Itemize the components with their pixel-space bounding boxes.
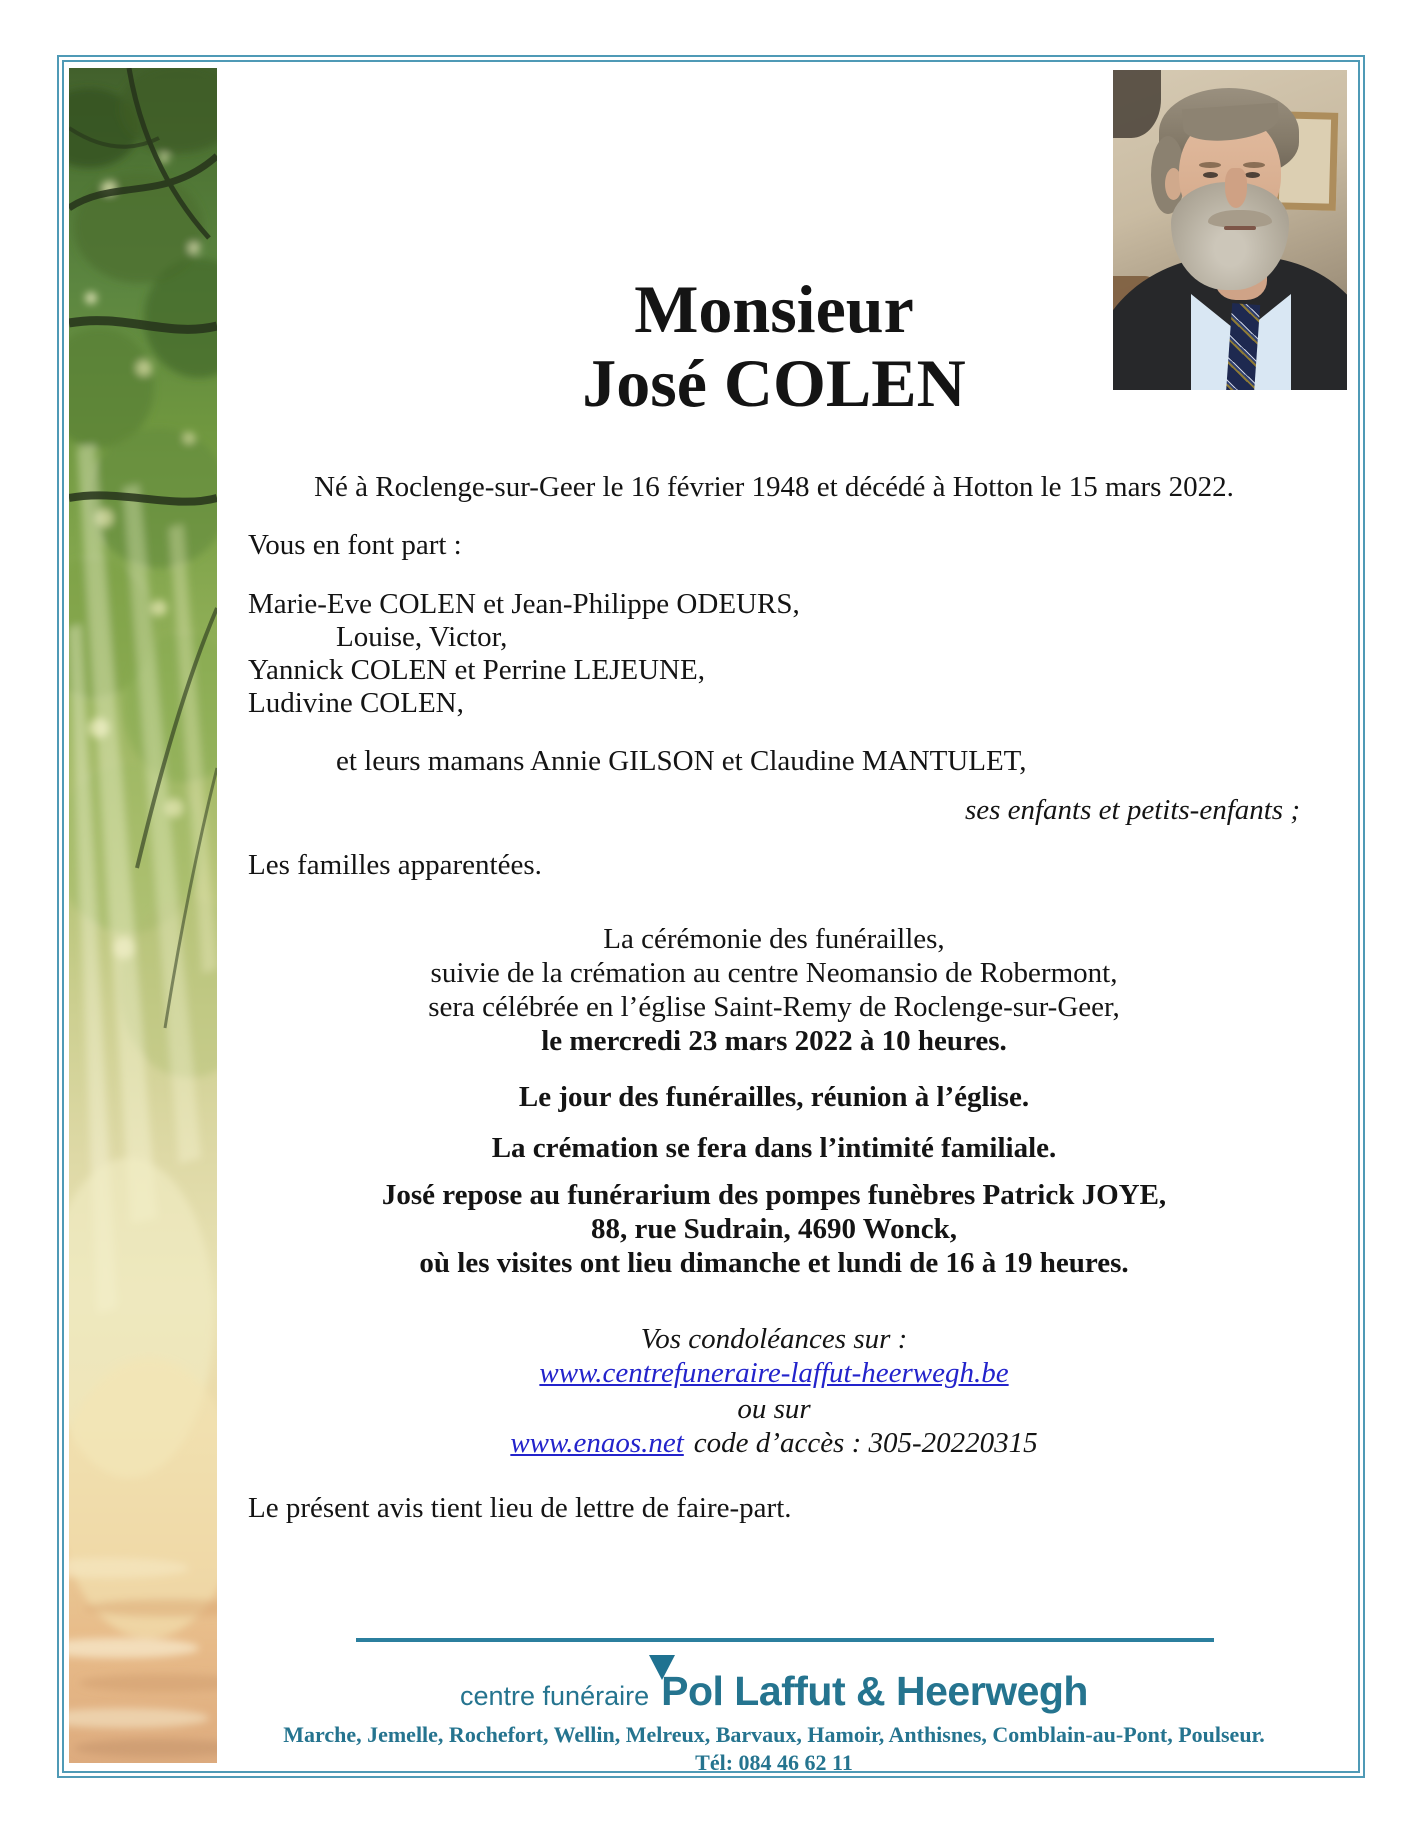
portrait-eye [1203, 172, 1218, 178]
portrait-nose [1225, 168, 1247, 208]
related-families-line: Les familles apparentées. [248, 849, 542, 881]
ceremony-line: La cérémonie des funérailles, [603, 923, 945, 955]
photo-background-shadow [1113, 70, 1161, 138]
family-member-line: Yannick COLEN et Perrine LEJEUNE, [248, 654, 705, 686]
title-name: José COLEN [582, 345, 966, 421]
footer-divider-line [356, 1638, 1214, 1642]
forest-path-photo [69, 68, 217, 1763]
family-list [248, 588, 1300, 720]
condolences-link2-line [248, 1426, 1300, 1460]
cremation-privacy-line: La crémation se fera dans l’intimité familiale. [491, 1132, 1057, 1164]
ceremony-block [248, 922, 1300, 1058]
page-title [248, 272, 1300, 420]
ceremony-line: suivie de la crémation au centre Neomansio de Robermont, [430, 957, 1118, 989]
portrait-eyebrow [1199, 162, 1221, 168]
footer-phone: Tél: 084 46 62 11 [695, 1750, 853, 1775]
meeting-line: Le jour des funérailles, réunion à l’église. [518, 1081, 1030, 1113]
access-code: code d’accès : 305-20220315 [693, 1427, 1038, 1459]
repose-line: José repose au funérarium des pompes funèbres Patrick JOYE, [381, 1179, 1167, 1211]
funeral-home-website-link[interactable]: www.centrefuneraire-laffut-heerwegh.be [539, 1357, 1009, 1389]
ceremony-line: sera célébrée en l’église Saint-Remy de Roclenge-sur-Geer, [428, 991, 1120, 1023]
portrait-eyebrow [1243, 162, 1265, 168]
brand-prefix: centre funéraire [460, 1681, 650, 1711]
title-honorific: Monsieur [634, 271, 914, 347]
family-member-line: Louise, Victor, [336, 621, 508, 653]
birth-death-line: Né à Roclenge-sur-Geer le 16 février 1948 et décédé à Hotton le 15 mars 2022. [314, 471, 1234, 503]
family-member-line: Ludivine COLEN, [248, 687, 464, 719]
mamans-line: et leurs mamans Annie GILSON et Claudine MANTULET, [336, 745, 1027, 777]
notice-line: Le présent avis tient lieu de lettre de faire-part. [248, 1492, 792, 1524]
condolences-or: ou sur [737, 1393, 811, 1425]
forest-art [69, 68, 217, 1763]
announcement-line: Vous en font part : [248, 529, 462, 561]
portrait-eye [1245, 172, 1260, 178]
ceremony-date-line: le mercredi 23 mars 2022 à 10 heures. [541, 1025, 1007, 1057]
brand-name: Pol Laffut & Heerwegh [661, 1668, 1088, 1714]
repose-address-line: 88, rue Sudrain, 4690 Wonck, [590, 1213, 958, 1245]
condolences-intro: Vos condoléances sur : [640, 1323, 908, 1355]
enaos-website-link[interactable]: www.enaos.net [510, 1427, 684, 1459]
condolences-link1-line [248, 1356, 1300, 1390]
funeral-home-brand [248, 1668, 1300, 1715]
footer-locations: Marche, Jemelle, Rochefort, Wellin, Melreux, Barvaux, Hamoir, Anthisnes, Comblain-au-Pont, Poulseur. [283, 1722, 1265, 1747]
family-member-line: Marie-Eve COLEN et Jean-Philippe ODEURS, [248, 588, 800, 620]
repose-visits-line: où les visites ont lieu dimanche et lundi de 16 à 19 heures. [419, 1247, 1129, 1279]
repose-block [248, 1178, 1300, 1280]
portrait-mouth [1224, 226, 1256, 230]
children-closing-line: ses enfants et petits-enfants ; [964, 794, 1300, 826]
